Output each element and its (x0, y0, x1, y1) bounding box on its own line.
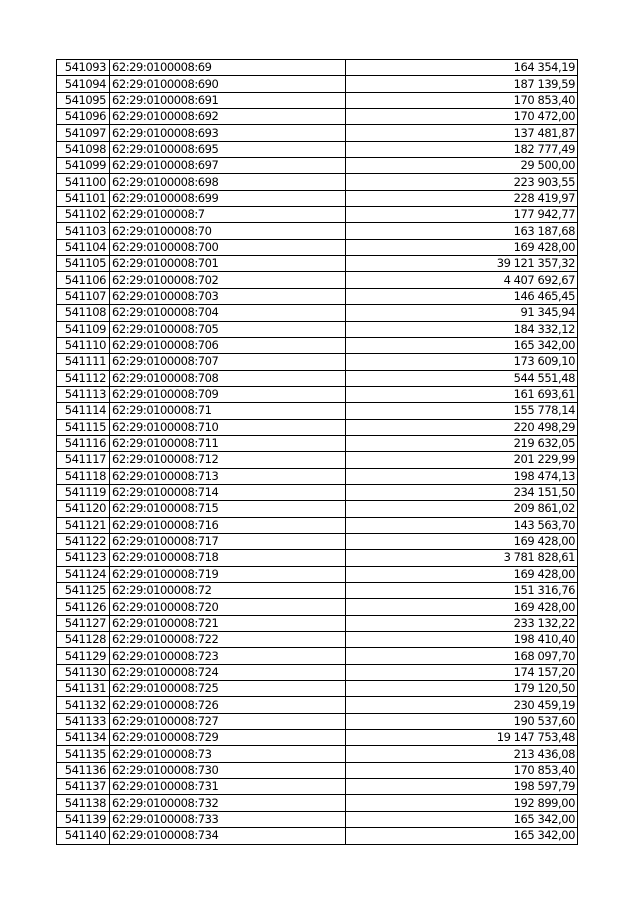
row-id-cell: 541130 (57, 664, 110, 680)
row-id-cell: 541116 (57, 435, 110, 451)
table-row (57, 583, 578, 599)
table-row (57, 60, 578, 76)
row-id-cell: 541117 (57, 452, 110, 468)
table-row (57, 566, 578, 582)
cadastral-number-cell: 62:29:0100008:708 (110, 370, 346, 386)
cadastral-value-cell: 155 778,14 (346, 403, 578, 419)
table-row (57, 174, 578, 190)
cadastral-value-cell: 223 903,55 (346, 174, 578, 190)
row-id-cell: 541094 (57, 76, 110, 92)
table-row (57, 648, 578, 664)
cadastral-number-cell: 62:29:0100008:721 (110, 615, 346, 631)
table-row (57, 828, 578, 844)
row-id-cell: 541133 (57, 713, 110, 729)
row-id-cell: 541125 (57, 583, 110, 599)
row-id-cell: 541095 (57, 92, 110, 108)
cadastral-number-cell: 62:29:0100008:711 (110, 435, 346, 451)
cadastral-value-cell: 163 187,68 (346, 223, 578, 239)
table-row (57, 664, 578, 680)
cadastral-number-cell: 62:29:0100008:7 (110, 207, 346, 223)
cadastral-value-cell: 169 428,00 (346, 566, 578, 582)
cadastral-value-cell: 234 151,50 (346, 484, 578, 500)
row-id-cell: 541106 (57, 272, 110, 288)
row-id-cell: 541131 (57, 681, 110, 697)
table-row (57, 795, 578, 811)
table-row (57, 632, 578, 648)
table-row (57, 305, 578, 321)
row-id-cell: 541138 (57, 795, 110, 811)
cadastral-value-cell: 198 410,40 (346, 632, 578, 648)
cadastral-number-cell: 62:29:0100008:707 (110, 354, 346, 370)
cadastral-value-cell: 146 465,45 (346, 288, 578, 304)
row-id-cell: 541098 (57, 141, 110, 157)
cadastral-number-cell: 62:29:0100008:730 (110, 762, 346, 778)
table-row (57, 713, 578, 729)
cadastral-value-cell: 177 942,77 (346, 207, 578, 223)
row-id-cell: 541122 (57, 533, 110, 549)
row-id-cell: 541109 (57, 321, 110, 337)
cadastral-number-cell: 62:29:0100008:725 (110, 681, 346, 697)
cadastral-value-cell: 179 120,50 (346, 681, 578, 697)
cadastral-value-cell: 198 597,79 (346, 779, 578, 795)
table-row (57, 223, 578, 239)
cadastral-value-cell: 187 139,59 (346, 76, 578, 92)
cadastral-value-cell: 182 777,49 (346, 141, 578, 157)
row-id-cell: 541104 (57, 239, 110, 255)
cadastral-number-cell: 62:29:0100008:705 (110, 321, 346, 337)
cadastral-number-cell: 62:29:0100008:716 (110, 517, 346, 533)
row-id-cell: 541124 (57, 566, 110, 582)
cadastral-value-cell: 174 157,20 (346, 664, 578, 680)
row-id-cell: 541129 (57, 648, 110, 664)
cadastral-number-cell: 62:29:0100008:702 (110, 272, 346, 288)
table-row (57, 125, 578, 141)
row-id-cell: 541108 (57, 305, 110, 321)
row-id-cell: 541101 (57, 190, 110, 206)
cadastral-number-cell: 62:29:0100008:706 (110, 337, 346, 353)
row-id-cell: 541093 (57, 60, 110, 76)
row-id-cell: 541107 (57, 288, 110, 304)
table-row (57, 419, 578, 435)
cadastral-value-cell: 39 121 357,32 (346, 256, 578, 272)
row-id-cell: 541120 (57, 501, 110, 517)
table-row (57, 501, 578, 517)
table-row (57, 256, 578, 272)
cadastral-number-cell: 62:29:0100008:692 (110, 109, 346, 125)
cadastral-number-cell: 62:29:0100008:697 (110, 158, 346, 174)
row-id-cell: 541110 (57, 337, 110, 353)
cadastral-value-cell: 233 132,22 (346, 615, 578, 631)
cadastral-value-cell: 184 332,12 (346, 321, 578, 337)
table-row (57, 272, 578, 288)
cadastral-number-cell: 62:29:0100008:69 (110, 60, 346, 76)
cadastral-number-cell: 62:29:0100008:720 (110, 599, 346, 615)
table-row (57, 207, 578, 223)
cadastral-number-cell: 62:29:0100008:722 (110, 632, 346, 648)
cadastral-number-cell: 62:29:0100008:699 (110, 190, 346, 206)
cadastral-value-cell: 91 345,94 (346, 305, 578, 321)
table-row (57, 517, 578, 533)
cadastral-value-cell: 165 342,00 (346, 811, 578, 827)
row-id-cell: 541136 (57, 762, 110, 778)
row-id-cell: 541111 (57, 354, 110, 370)
table-row (57, 730, 578, 746)
cadastral-number-cell: 62:29:0100008:71 (110, 403, 346, 419)
cadastral-value-cell: 201 229,99 (346, 452, 578, 468)
cadastral-number-cell: 62:29:0100008:70 (110, 223, 346, 239)
cadastral-number-cell: 62:29:0100008:709 (110, 386, 346, 402)
row-id-cell: 541118 (57, 468, 110, 484)
table-row (57, 239, 578, 255)
table-row (57, 403, 578, 419)
cadastral-number-cell: 62:29:0100008:719 (110, 566, 346, 582)
cadastral-number-cell: 62:29:0100008:718 (110, 550, 346, 566)
table-row (57, 779, 578, 795)
cadastral-value-table (56, 59, 578, 845)
cadastral-number-cell: 62:29:0100008:701 (110, 256, 346, 272)
row-id-cell: 541126 (57, 599, 110, 615)
cadastral-number-cell: 62:29:0100008:727 (110, 713, 346, 729)
row-id-cell: 541119 (57, 484, 110, 500)
cadastral-value-cell: 170 853,40 (346, 762, 578, 778)
row-id-cell: 541112 (57, 370, 110, 386)
cadastral-value-cell: 168 097,70 (346, 648, 578, 664)
cadastral-value-cell: 165 342,00 (346, 828, 578, 844)
row-id-cell: 541103 (57, 223, 110, 239)
cadastral-value-cell: 170 472,00 (346, 109, 578, 125)
table-row (57, 762, 578, 778)
table-row (57, 370, 578, 386)
row-id-cell: 541127 (57, 615, 110, 631)
row-id-cell: 541099 (57, 158, 110, 174)
cadastral-number-cell: 62:29:0100008:724 (110, 664, 346, 680)
table-row (57, 468, 578, 484)
cadastral-number-cell: 62:29:0100008:690 (110, 76, 346, 92)
cadastral-number-cell: 62:29:0100008:733 (110, 811, 346, 827)
cadastral-value-cell: 29 500,00 (346, 158, 578, 174)
table-row (57, 599, 578, 615)
cadastral-number-cell: 62:29:0100008:732 (110, 795, 346, 811)
table-row (57, 452, 578, 468)
table-row (57, 92, 578, 108)
table-row (57, 550, 578, 566)
table-row (57, 697, 578, 713)
cadastral-value-cell: 165 342,00 (346, 337, 578, 353)
cadastral-number-cell: 62:29:0100008:704 (110, 305, 346, 321)
table-row (57, 354, 578, 370)
cadastral-number-cell: 62:29:0100008:691 (110, 92, 346, 108)
cadastral-number-cell: 62:29:0100008:693 (110, 125, 346, 141)
cadastral-value-cell: 198 474,13 (346, 468, 578, 484)
cadastral-number-cell: 62:29:0100008:698 (110, 174, 346, 190)
row-id-cell: 541096 (57, 109, 110, 125)
table-row (57, 435, 578, 451)
table-row (57, 288, 578, 304)
cadastral-value-cell: 161 693,61 (346, 386, 578, 402)
table-row (57, 484, 578, 500)
cadastral-number-cell: 62:29:0100008:726 (110, 697, 346, 713)
row-id-cell: 541105 (57, 256, 110, 272)
cadastral-value-cell: 169 428,00 (346, 533, 578, 549)
table-row (57, 386, 578, 402)
row-id-cell: 541113 (57, 386, 110, 402)
row-id-cell: 541135 (57, 746, 110, 762)
cadastral-value-cell: 19 147 753,48 (346, 730, 578, 746)
cadastral-number-cell: 62:29:0100008:710 (110, 419, 346, 435)
table-row (57, 681, 578, 697)
table-row (57, 141, 578, 157)
cadastral-number-cell: 62:29:0100008:717 (110, 533, 346, 549)
cadastral-value-cell: 170 853,40 (346, 92, 578, 108)
cadastral-value-cell: 230 459,19 (346, 697, 578, 713)
table-row (57, 615, 578, 631)
cadastral-value-cell: 209 861,02 (346, 501, 578, 517)
cadastral-number-cell: 62:29:0100008:73 (110, 746, 346, 762)
table-row (57, 158, 578, 174)
cadastral-number-cell: 62:29:0100008:72 (110, 583, 346, 599)
cadastral-value-cell: 169 428,00 (346, 599, 578, 615)
row-id-cell: 541097 (57, 125, 110, 141)
table-row (57, 321, 578, 337)
cadastral-value-cell: 4 407 692,67 (346, 272, 578, 288)
row-id-cell: 541139 (57, 811, 110, 827)
cadastral-number-cell: 62:29:0100008:734 (110, 828, 346, 844)
cadastral-value-cell: 228 419,97 (346, 190, 578, 206)
cadastral-value-cell: 544 551,48 (346, 370, 578, 386)
table-row (57, 337, 578, 353)
cadastral-number-cell: 62:29:0100008:723 (110, 648, 346, 664)
table-row (57, 811, 578, 827)
cadastral-number-cell: 62:29:0100008:715 (110, 501, 346, 517)
cadastral-value-cell: 219 632,05 (346, 435, 578, 451)
cadastral-number-cell: 62:29:0100008:700 (110, 239, 346, 255)
cadastral-number-cell: 62:29:0100008:714 (110, 484, 346, 500)
cadastral-value-cell: 3 781 828,61 (346, 550, 578, 566)
table-row (57, 76, 578, 92)
cadastral-value-cell: 192 899,00 (346, 795, 578, 811)
cadastral-value-cell: 151 316,76 (346, 583, 578, 599)
cadastral-value-cell: 173 609,10 (346, 354, 578, 370)
row-id-cell: 541121 (57, 517, 110, 533)
row-id-cell: 541134 (57, 730, 110, 746)
cadastral-number-cell: 62:29:0100008:703 (110, 288, 346, 304)
cadastral-value-cell: 213 436,08 (346, 746, 578, 762)
table-body (57, 60, 578, 845)
table-row (57, 533, 578, 549)
row-id-cell: 541100 (57, 174, 110, 190)
cadastral-number-cell: 62:29:0100008:731 (110, 779, 346, 795)
table-row (57, 746, 578, 762)
row-id-cell: 541102 (57, 207, 110, 223)
row-id-cell: 541123 (57, 550, 110, 566)
cadastral-value-cell: 220 498,29 (346, 419, 578, 435)
row-id-cell: 541114 (57, 403, 110, 419)
cadastral-value-cell: 143 563,70 (346, 517, 578, 533)
row-id-cell: 541137 (57, 779, 110, 795)
cadastral-number-cell: 62:29:0100008:695 (110, 141, 346, 157)
table-row (57, 190, 578, 206)
row-id-cell: 541140 (57, 828, 110, 844)
cadastral-value-cell: 137 481,87 (346, 125, 578, 141)
cadastral-number-cell: 62:29:0100008:712 (110, 452, 346, 468)
cadastral-number-cell: 62:29:0100008:713 (110, 468, 346, 484)
cadastral-value-cell: 190 537,60 (346, 713, 578, 729)
row-id-cell: 541132 (57, 697, 110, 713)
row-id-cell: 541128 (57, 632, 110, 648)
cadastral-value-cell: 164 354,19 (346, 60, 578, 76)
cadastral-number-cell: 62:29:0100008:729 (110, 730, 346, 746)
table-row (57, 109, 578, 125)
cadastral-value-cell: 169 428,00 (346, 239, 578, 255)
row-id-cell: 541115 (57, 419, 110, 435)
